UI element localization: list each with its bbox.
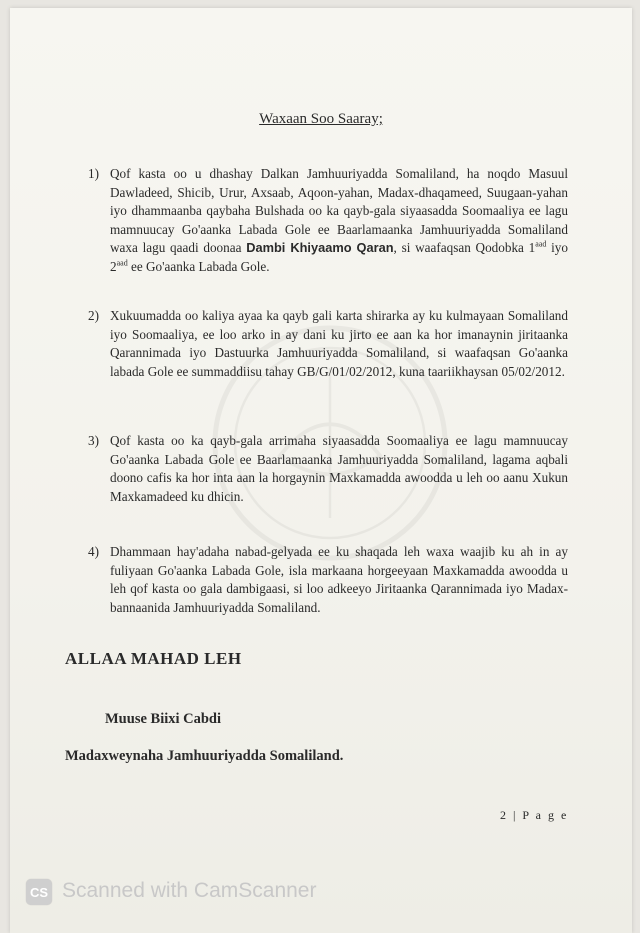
item-text: Qof kasta oo ka qayb-gala arrimaha siyaasadda Soomaaliya ee lagu mamnuucay Go'aanka Labada Gole ee Baarlamaanka Jamhuuriyadda Somaliland, lagama aqbali doono cafis ka hor inta aan la horgaynin Maxkamadda awoodda u leh oo aanu Xukun Maxkamadeed ku dhicin. <box>110 433 568 504</box>
item-text: Dhammaan hay'adaha nabad-gelyada ee ku shaqada leh waxa waajib ku ah in ay fuliyaan Go'aanka Labada Gole, isla markaana horgeeyaan Maxkamadda awoodda u leh qof kasta oo gala dambigaasi, si loo adkeeyo Jiritaanka Qarannimada iyo Madax-bannaanida Jamhuuriyadda Somaliland. <box>110 544 568 615</box>
signer-title: Madaxweynaha Jamhuuriyadda Somaliland. <box>65 748 344 764</box>
page-number: 2 | P a g e <box>500 808 569 822</box>
item-number: 2) <box>88 308 99 323</box>
document-heading: Waxaan Soo Saaray; <box>259 111 383 127</box>
document-page <box>10 8 632 933</box>
list-item-3 <box>88 432 568 506</box>
bold-phrase: Dambi Khiyaamo Qaran <box>246 240 394 255</box>
item-text: Xukuumadda oo kaliya ayaa ka qayb gali karta shirarka ay ku kulmayaan Somaliland iyo Soomaaliya, ee loo arko in ay dani ku jirto ee aan ka hor imanaynin jiritaanka Qarannimada iyo Dastuurka Jamhuuriyadda Somaliland, si waafaqsan Go'aanka labada Gole ee summaddiisu tahay GB/G/01/02/2012, kuna taariikhaysan 05/02/2012. <box>110 308 568 379</box>
signer-name: Muuse Biixi Cabdi <box>105 711 222 727</box>
item-number: 1) <box>88 166 99 181</box>
closing-line: ALLAA MAHAD LEH <box>65 649 242 668</box>
camscanner-watermark-text: Scanned with CamScanner <box>62 879 317 902</box>
item-number: 4) <box>88 544 99 559</box>
item-text: Qof kasta oo u dhashay Dalkan Jamhuuriyadda Somaliland, ha noqdo Masuul Dawladeed, Shicib, Urur, Axsaab, Aqoon-yahan, Madax-dhaqameed, Suugaan-yahan iyo dhammaanba qaybaha Bulshada oo ka qayb-gala siyaasadda Soomaaliya ee lagu mamnuucay Go'aanka Labada Gole ee Baarlamaanka Jamhuuriyadda Somaliland waxa lagu qaadi doonaa Dambi Khiyaamo Qaran, si waafaqsan Qodobka $1^{aad}$ iyo $2^{aad}$ ee Go'aanka Labada Gole. <box>110 166 568 274</box>
item-number: 3) <box>88 433 99 448</box>
list-item-4 <box>88 543 568 617</box>
list-item-2 <box>88 307 568 381</box>
list-item-1 <box>88 165 568 276</box>
camscanner-logo-icon: CS <box>26 879 52 905</box>
